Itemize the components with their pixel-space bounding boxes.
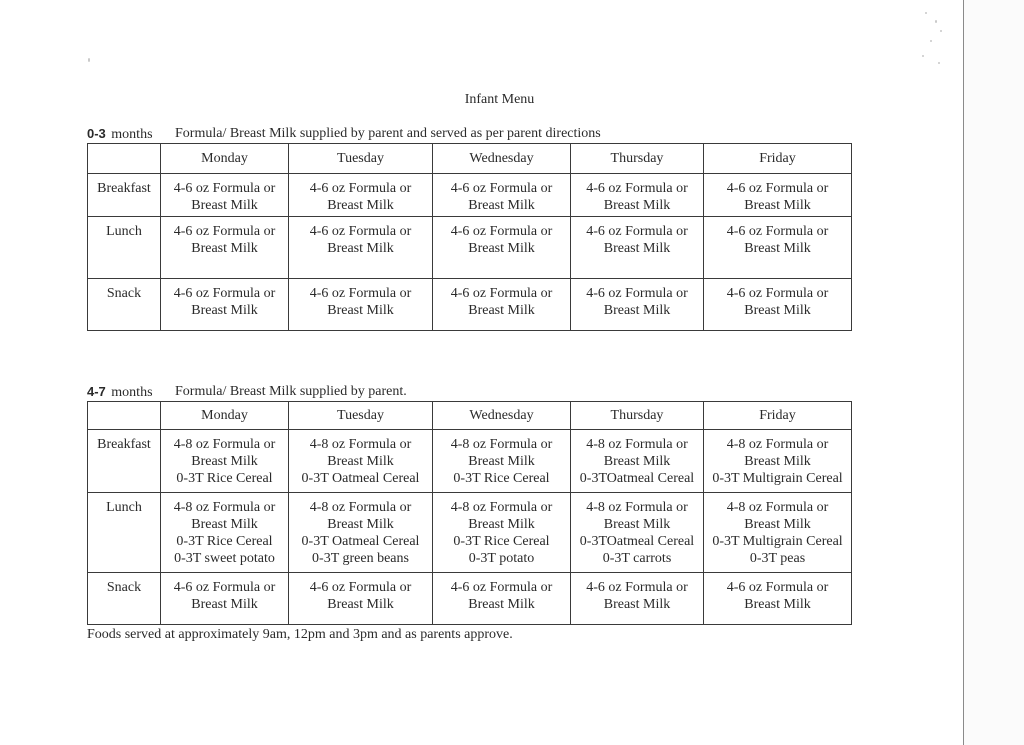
menu-line: Breast Milk — [744, 303, 811, 318]
menu-cell — [161, 217, 289, 279]
menu-line: Breast Milk — [327, 454, 394, 469]
menu-line: 4-6 oz Formula or — [726, 224, 829, 239]
menu-line: 4-6 oz Formula or — [726, 580, 829, 595]
menu-line: 0-3TOatmeal Cereal — [579, 471, 695, 486]
column-header-monday: Monday — [161, 144, 289, 174]
menu-cell — [433, 279, 571, 331]
table-row-lunch — [88, 493, 852, 573]
scan-margin — [964, 0, 1024, 745]
menu-line: 0-3T Multigrain Cereal — [712, 471, 843, 486]
corner-cell — [88, 402, 161, 430]
menu-line: Breast Milk — [744, 241, 811, 256]
menu-cell — [289, 573, 433, 625]
menu-cell — [704, 573, 852, 625]
section-note: Formula/ Breast Milk supplied by parent. — [175, 384, 407, 399]
section-label-4-7-months — [87, 384, 407, 401]
corner-cell — [88, 144, 161, 174]
menu-line: Breast Milk — [191, 241, 258, 256]
menu-line: 4-8 oz Formula or — [173, 437, 276, 452]
menu-line: Breast Milk — [744, 454, 811, 469]
menu-line: 0-3T Rice Cereal — [453, 534, 550, 549]
menu-cell — [571, 279, 704, 331]
menu-cell — [704, 493, 852, 573]
scan-speck — [930, 40, 932, 42]
menu-line: Breast Milk — [468, 241, 535, 256]
table-row-snack — [88, 279, 852, 331]
column-header-tuesday: Tuesday — [289, 144, 433, 174]
column-header-tuesday: Tuesday — [289, 402, 433, 430]
menu-line: Breast Milk — [468, 198, 535, 213]
menu-line: Breast Milk — [744, 198, 811, 213]
menu-line: Breast Milk — [603, 517, 671, 532]
menu-line: 0-3T green beans — [312, 551, 409, 566]
age-unit: months — [111, 385, 153, 400]
menu-line: Breast Milk — [191, 454, 258, 469]
menu-cell — [433, 493, 571, 573]
menu-line: Breast Milk — [744, 597, 811, 612]
menu-line: 0-3T Multigrain Cereal — [712, 534, 843, 549]
menu-line: 4-6 oz Formula or — [309, 181, 412, 196]
menu-line: Breast Milk — [603, 454, 671, 469]
menu-line: 4-8 oz Formula or — [309, 437, 412, 452]
menu-line: 4-6 oz Formula or — [586, 181, 688, 196]
menu-line: 0-3T sweet potato — [174, 551, 275, 566]
menu-table-4-7-months — [87, 401, 852, 625]
menu-line: 4-6 oz Formula or — [450, 224, 553, 239]
age-range: 0-3 — [87, 126, 106, 141]
menu-line: 4-8 oz Formula or — [173, 500, 276, 515]
menu-line: 4-6 oz Formula or — [173, 181, 276, 196]
menu-cell — [433, 217, 571, 279]
menu-cell — [704, 217, 852, 279]
menu-line: 0-3T Rice Cereal — [453, 471, 550, 486]
column-header-wednesday: Wednesday — [433, 144, 571, 174]
column-header-friday: Friday — [704, 402, 852, 430]
menu-line: Breast Milk — [191, 517, 258, 532]
menu-line: 4-6 oz Formula or — [450, 580, 553, 595]
meal-label: Breakfast — [88, 430, 161, 493]
menu-line: Breast Milk — [191, 597, 258, 612]
menu-cell — [571, 493, 704, 573]
menu-line: 0-3TOatmeal Cereal — [579, 534, 695, 549]
menu-cell — [289, 493, 433, 573]
menu-line: 4-8 oz Formula or — [450, 500, 553, 515]
menu-cell — [161, 573, 289, 625]
menu-line: 0-3T carrots — [602, 551, 672, 566]
menu-line: 0-3T potato — [468, 551, 535, 566]
menu-line: Breast Milk — [603, 198, 671, 213]
menu-cell — [704, 174, 852, 217]
menu-line: 4-6 oz Formula or — [173, 286, 276, 301]
menu-line: Breast Milk — [744, 517, 811, 532]
table-row-breakfast — [88, 430, 852, 493]
menu-line: 4-8 oz Formula or — [586, 437, 688, 452]
menu-cell — [289, 174, 433, 217]
column-header-thursday: Thursday — [571, 402, 704, 430]
menu-line: Breast Milk — [468, 454, 535, 469]
menu-cell — [433, 430, 571, 493]
menu-cell — [571, 430, 704, 493]
menu-line: 4-6 oz Formula or — [726, 181, 829, 196]
scan-speck — [88, 58, 90, 62]
scan-speck — [922, 55, 924, 57]
menu-line: 0-3T Oatmeal Cereal — [301, 534, 420, 549]
column-header-thursday: Thursday — [571, 144, 704, 174]
scan-speck — [938, 62, 940, 64]
menu-cell — [161, 279, 289, 331]
table-row-lunch — [88, 217, 852, 279]
menu-line: Breast Milk — [191, 198, 258, 213]
age-range: 4-7 — [87, 384, 106, 399]
menu-cell — [704, 279, 852, 331]
menu-cell — [161, 174, 289, 217]
document-title-text: Infant Menu — [464, 92, 535, 107]
menu-line: Breast Milk — [327, 198, 394, 213]
menu-cell — [289, 279, 433, 331]
footer-note: Foods served at approximately 9am, 12pm and 3pm and as parents approve. — [87, 627, 513, 642]
menu-cell — [704, 430, 852, 493]
menu-cell — [433, 174, 571, 217]
table-row-breakfast — [88, 174, 852, 217]
menu-cell — [571, 217, 704, 279]
menu-line: 4-6 oz Formula or — [450, 181, 553, 196]
menu-line: Breast Milk — [468, 303, 535, 318]
section-note: Formula/ Breast Milk supplied by parent and served as per parent directions — [175, 126, 601, 141]
menu-line: 4-8 oz Formula or — [586, 500, 688, 515]
menu-line: 4-8 oz Formula or — [726, 500, 829, 515]
menu-line: 4-8 oz Formula or — [450, 437, 553, 452]
menu-line: Breast Milk — [327, 241, 394, 256]
menu-line: 4-6 oz Formula or — [586, 286, 688, 301]
menu-table-0-3-months — [87, 143, 852, 331]
menu-line: Breast Milk — [327, 597, 394, 612]
table-row-snack — [88, 573, 852, 625]
scan-speck — [935, 20, 937, 23]
menu-line: Breast Milk — [191, 303, 258, 318]
menu-line: Breast Milk — [327, 517, 394, 532]
meal-label: Breakfast — [88, 174, 161, 217]
column-header-monday: Monday — [161, 402, 289, 430]
menu-line: 4-6 oz Formula or — [173, 224, 276, 239]
menu-line: 0-3T peas — [749, 551, 806, 566]
menu-cell — [571, 174, 704, 217]
menu-cell — [161, 493, 289, 573]
menu-line: Breast Milk — [468, 517, 535, 532]
menu-line: 4-6 oz Formula or — [173, 580, 276, 595]
menu-cell — [161, 430, 289, 493]
menu-line: 4-6 oz Formula or — [450, 286, 553, 301]
meal-label: Snack — [88, 573, 161, 625]
menu-line: Breast Milk — [603, 303, 671, 318]
age-unit: months — [111, 127, 153, 142]
section-label-0-3-months — [87, 126, 601, 143]
menu-line: Breast Milk — [468, 597, 535, 612]
menu-line: 4-6 oz Formula or — [586, 580, 688, 595]
column-header-wednesday: Wednesday — [433, 402, 571, 430]
menu-line: 4-6 oz Formula or — [309, 224, 412, 239]
menu-line: Breast Milk — [603, 597, 671, 612]
header-row — [88, 144, 852, 174]
menu-line: 4-8 oz Formula or — [726, 437, 829, 452]
menu-line: Breast Milk — [603, 241, 671, 256]
menu-line: 4-6 oz Formula or — [586, 224, 688, 239]
scan-speck — [940, 30, 942, 32]
meal-label: Lunch — [88, 217, 161, 279]
header-row — [88, 402, 852, 430]
menu-line: 4-8 oz Formula or — [309, 500, 412, 515]
meal-label: Lunch — [88, 493, 161, 573]
menu-line: Breast Milk — [327, 303, 394, 318]
menu-cell — [571, 573, 704, 625]
menu-line: 4-6 oz Formula or — [309, 580, 412, 595]
scan-speck — [925, 12, 927, 14]
menu-cell — [433, 573, 571, 625]
meal-label: Snack — [88, 279, 161, 331]
menu-cell — [289, 217, 433, 279]
menu-line: 4-6 oz Formula or — [726, 286, 829, 301]
menu-line: 0-3T Rice Cereal — [176, 471, 273, 486]
document-title — [0, 92, 963, 108]
menu-cell — [289, 430, 433, 493]
column-header-friday: Friday — [704, 144, 852, 174]
menu-line: 4-6 oz Formula or — [309, 286, 412, 301]
menu-line: 0-3T Oatmeal Cereal — [301, 471, 420, 486]
menu-line: 0-3T Rice Cereal — [176, 534, 273, 549]
